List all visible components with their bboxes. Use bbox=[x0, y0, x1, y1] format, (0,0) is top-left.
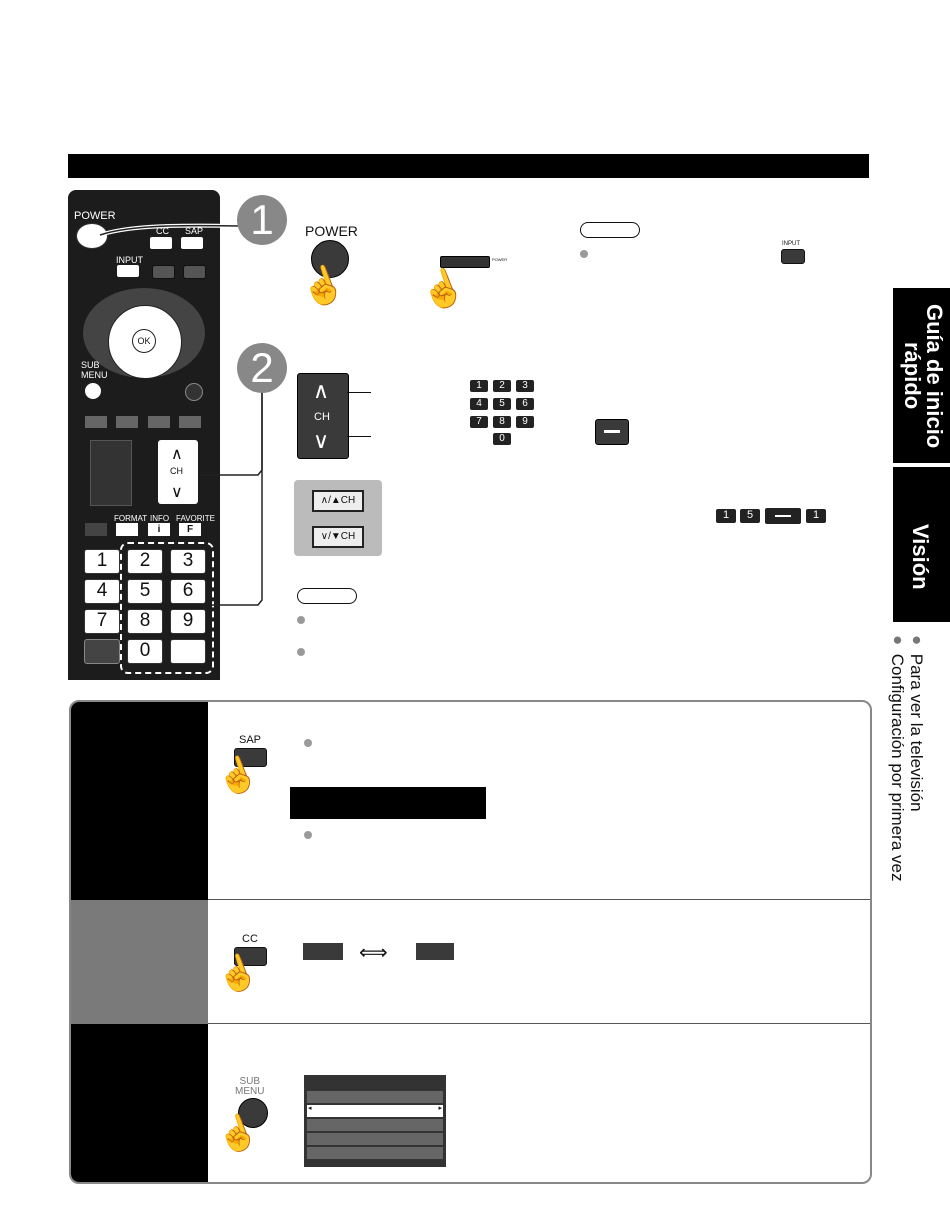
hand-pointer-icon: ☝ bbox=[294, 258, 351, 313]
remote-sap-label: SAP bbox=[185, 226, 204, 236]
mini-key-4: 4 bbox=[470, 398, 488, 410]
remote-ch-label: CH bbox=[170, 466, 183, 476]
remote-key-0[interactable]: 0 bbox=[127, 639, 163, 664]
bullet-1 bbox=[580, 250, 588, 258]
dash-icon bbox=[604, 430, 620, 433]
ch-up-icon: ∧ bbox=[313, 378, 330, 403]
callout-line-keypad bbox=[212, 390, 262, 605]
tv-ch-down-button[interactable]: ∨/▼CH bbox=[312, 526, 364, 548]
bullet-2 bbox=[297, 616, 305, 624]
mini-key-8: 8 bbox=[493, 416, 511, 428]
remote-power-label: POWER bbox=[74, 210, 116, 222]
left-arrow-icon: ◂ bbox=[308, 1105, 312, 1112]
mini-key-5: 5 bbox=[493, 398, 511, 410]
bullet-5 bbox=[304, 831, 312, 839]
sub-menu-row bbox=[307, 1147, 443, 1159]
dash-icon bbox=[775, 515, 791, 517]
tv-power-label: POWER bbox=[492, 257, 508, 262]
side-link-2-label: Configuración por primera vez bbox=[888, 653, 907, 882]
hand-pointer-icon: ☝ bbox=[414, 261, 471, 316]
bullet-icon: ● bbox=[888, 630, 907, 654]
hand-pointer-icon: ☝ bbox=[210, 1108, 264, 1160]
remote-info-button[interactable]: i bbox=[148, 523, 170, 536]
mini-key-9: 9 bbox=[516, 416, 534, 428]
example-key-1: 1 bbox=[716, 509, 736, 523]
sap-section-header bbox=[71, 702, 208, 900]
remote-key-2[interactable]: 2 bbox=[127, 549, 163, 574]
remote-key-5[interactable]: 5 bbox=[127, 579, 163, 604]
input-label: INPUT bbox=[782, 241, 800, 247]
remote-key-8[interactable]: 8 bbox=[127, 609, 163, 634]
callout-line-ch bbox=[200, 380, 262, 475]
side-tab-viewing[interactable] bbox=[893, 467, 950, 622]
hand-pointer-icon: ☝ bbox=[210, 750, 264, 802]
sub-menu-row bbox=[307, 1091, 443, 1103]
step2-ch-label: CH bbox=[314, 411, 330, 423]
step-1-number: 1 bbox=[250, 196, 274, 243]
bullet-3 bbox=[297, 648, 305, 656]
step1-power-label: POWER bbox=[305, 223, 358, 239]
divider bbox=[208, 899, 870, 900]
mini-key-3: 3 bbox=[516, 380, 534, 392]
toggle-arrows-icon: ⟺ bbox=[359, 942, 388, 964]
features-box bbox=[69, 700, 872, 1184]
input-button[interactable] bbox=[781, 249, 805, 264]
remote-info-label: INFO bbox=[150, 514, 170, 523]
sub-menu-screen bbox=[304, 1075, 446, 1167]
side-tab-viewing-label: Visión bbox=[908, 524, 933, 590]
mini-key-7: 7 bbox=[470, 416, 488, 428]
side-link-2[interactable] bbox=[888, 630, 907, 930]
step-2-number: 2 bbox=[250, 344, 274, 391]
note-pill-2 bbox=[297, 588, 357, 604]
cc-state-b bbox=[416, 943, 454, 960]
ch-up-icon: ∧ bbox=[171, 446, 183, 463]
remote-sub-menu-label: SUB MENU bbox=[81, 360, 108, 380]
mini-key-0: 0 bbox=[493, 433, 511, 445]
tv-ch-up-button[interactable]: ∧/▲CH bbox=[312, 490, 364, 512]
ch-down-pointer-line bbox=[347, 436, 371, 437]
ch-down-icon: ∨ bbox=[171, 484, 183, 501]
remote-favorite-label: FAVORITE bbox=[176, 514, 215, 523]
remote-cc-label: CC bbox=[156, 226, 169, 236]
sap-banner bbox=[290, 787, 486, 819]
remote-key-4[interactable]: 4 bbox=[84, 579, 120, 604]
remote-key-3[interactable]: 3 bbox=[170, 549, 206, 574]
cc-section-header bbox=[71, 900, 208, 1024]
side-link-1-label: Para ver la televisión bbox=[907, 653, 926, 812]
right-arrow-icon: ▸ bbox=[438, 1105, 442, 1112]
step2-ch-rocker[interactable] bbox=[297, 373, 349, 459]
tv-side-panel bbox=[294, 480, 382, 556]
bullet-4 bbox=[304, 739, 312, 747]
remote-input-label: INPUT bbox=[116, 255, 143, 265]
example-key-5: 5 bbox=[740, 509, 760, 523]
remote-key-1[interactable]: 1 bbox=[84, 549, 120, 574]
sub-menu-row bbox=[307, 1119, 443, 1131]
bullet-icon: ● bbox=[907, 630, 926, 654]
side-tab-quick-guide-label: Guía de inicio rápido bbox=[900, 303, 947, 449]
step-2-badge bbox=[237, 343, 287, 393]
dash-key bbox=[595, 419, 629, 445]
example-dash-key bbox=[765, 508, 801, 524]
note-pill-1 bbox=[580, 222, 640, 238]
side-tab-quick-guide[interactable] bbox=[893, 288, 950, 463]
divider bbox=[208, 1023, 870, 1024]
submenu-section-header bbox=[71, 1024, 208, 1184]
mini-key-6: 6 bbox=[516, 398, 534, 410]
side-link-1[interactable] bbox=[907, 630, 926, 930]
sap-label: SAP bbox=[239, 734, 262, 746]
cc-label: CC bbox=[242, 933, 258, 945]
mini-key-1: 1 bbox=[470, 380, 488, 392]
side-links bbox=[888, 630, 926, 930]
mini-key-2: 2 bbox=[493, 380, 511, 392]
remote-key-9[interactable]: 9 bbox=[170, 609, 206, 634]
remote-ok-button[interactable]: OK bbox=[132, 329, 156, 353]
ch-down-icon: ∨ bbox=[313, 428, 330, 453]
ch-up-pointer-line bbox=[347, 392, 371, 393]
sub-menu-row bbox=[307, 1133, 443, 1145]
remote-favorite-button[interactable]: F bbox=[179, 523, 201, 536]
remote-key-7[interactable]: 7 bbox=[84, 609, 120, 634]
hand-pointer-icon: ☝ bbox=[210, 948, 264, 1000]
cc-state-a bbox=[303, 943, 343, 960]
sub-menu-label: SUB MENU bbox=[235, 1076, 265, 1097]
step-1-badge bbox=[237, 195, 287, 245]
example-key-1b: 1 bbox=[806, 509, 826, 523]
sub-menu-selected-row[interactable] bbox=[307, 1105, 443, 1117]
remote-key-6[interactable]: 6 bbox=[170, 579, 206, 604]
remote-format-label: FORMAT bbox=[114, 514, 148, 523]
